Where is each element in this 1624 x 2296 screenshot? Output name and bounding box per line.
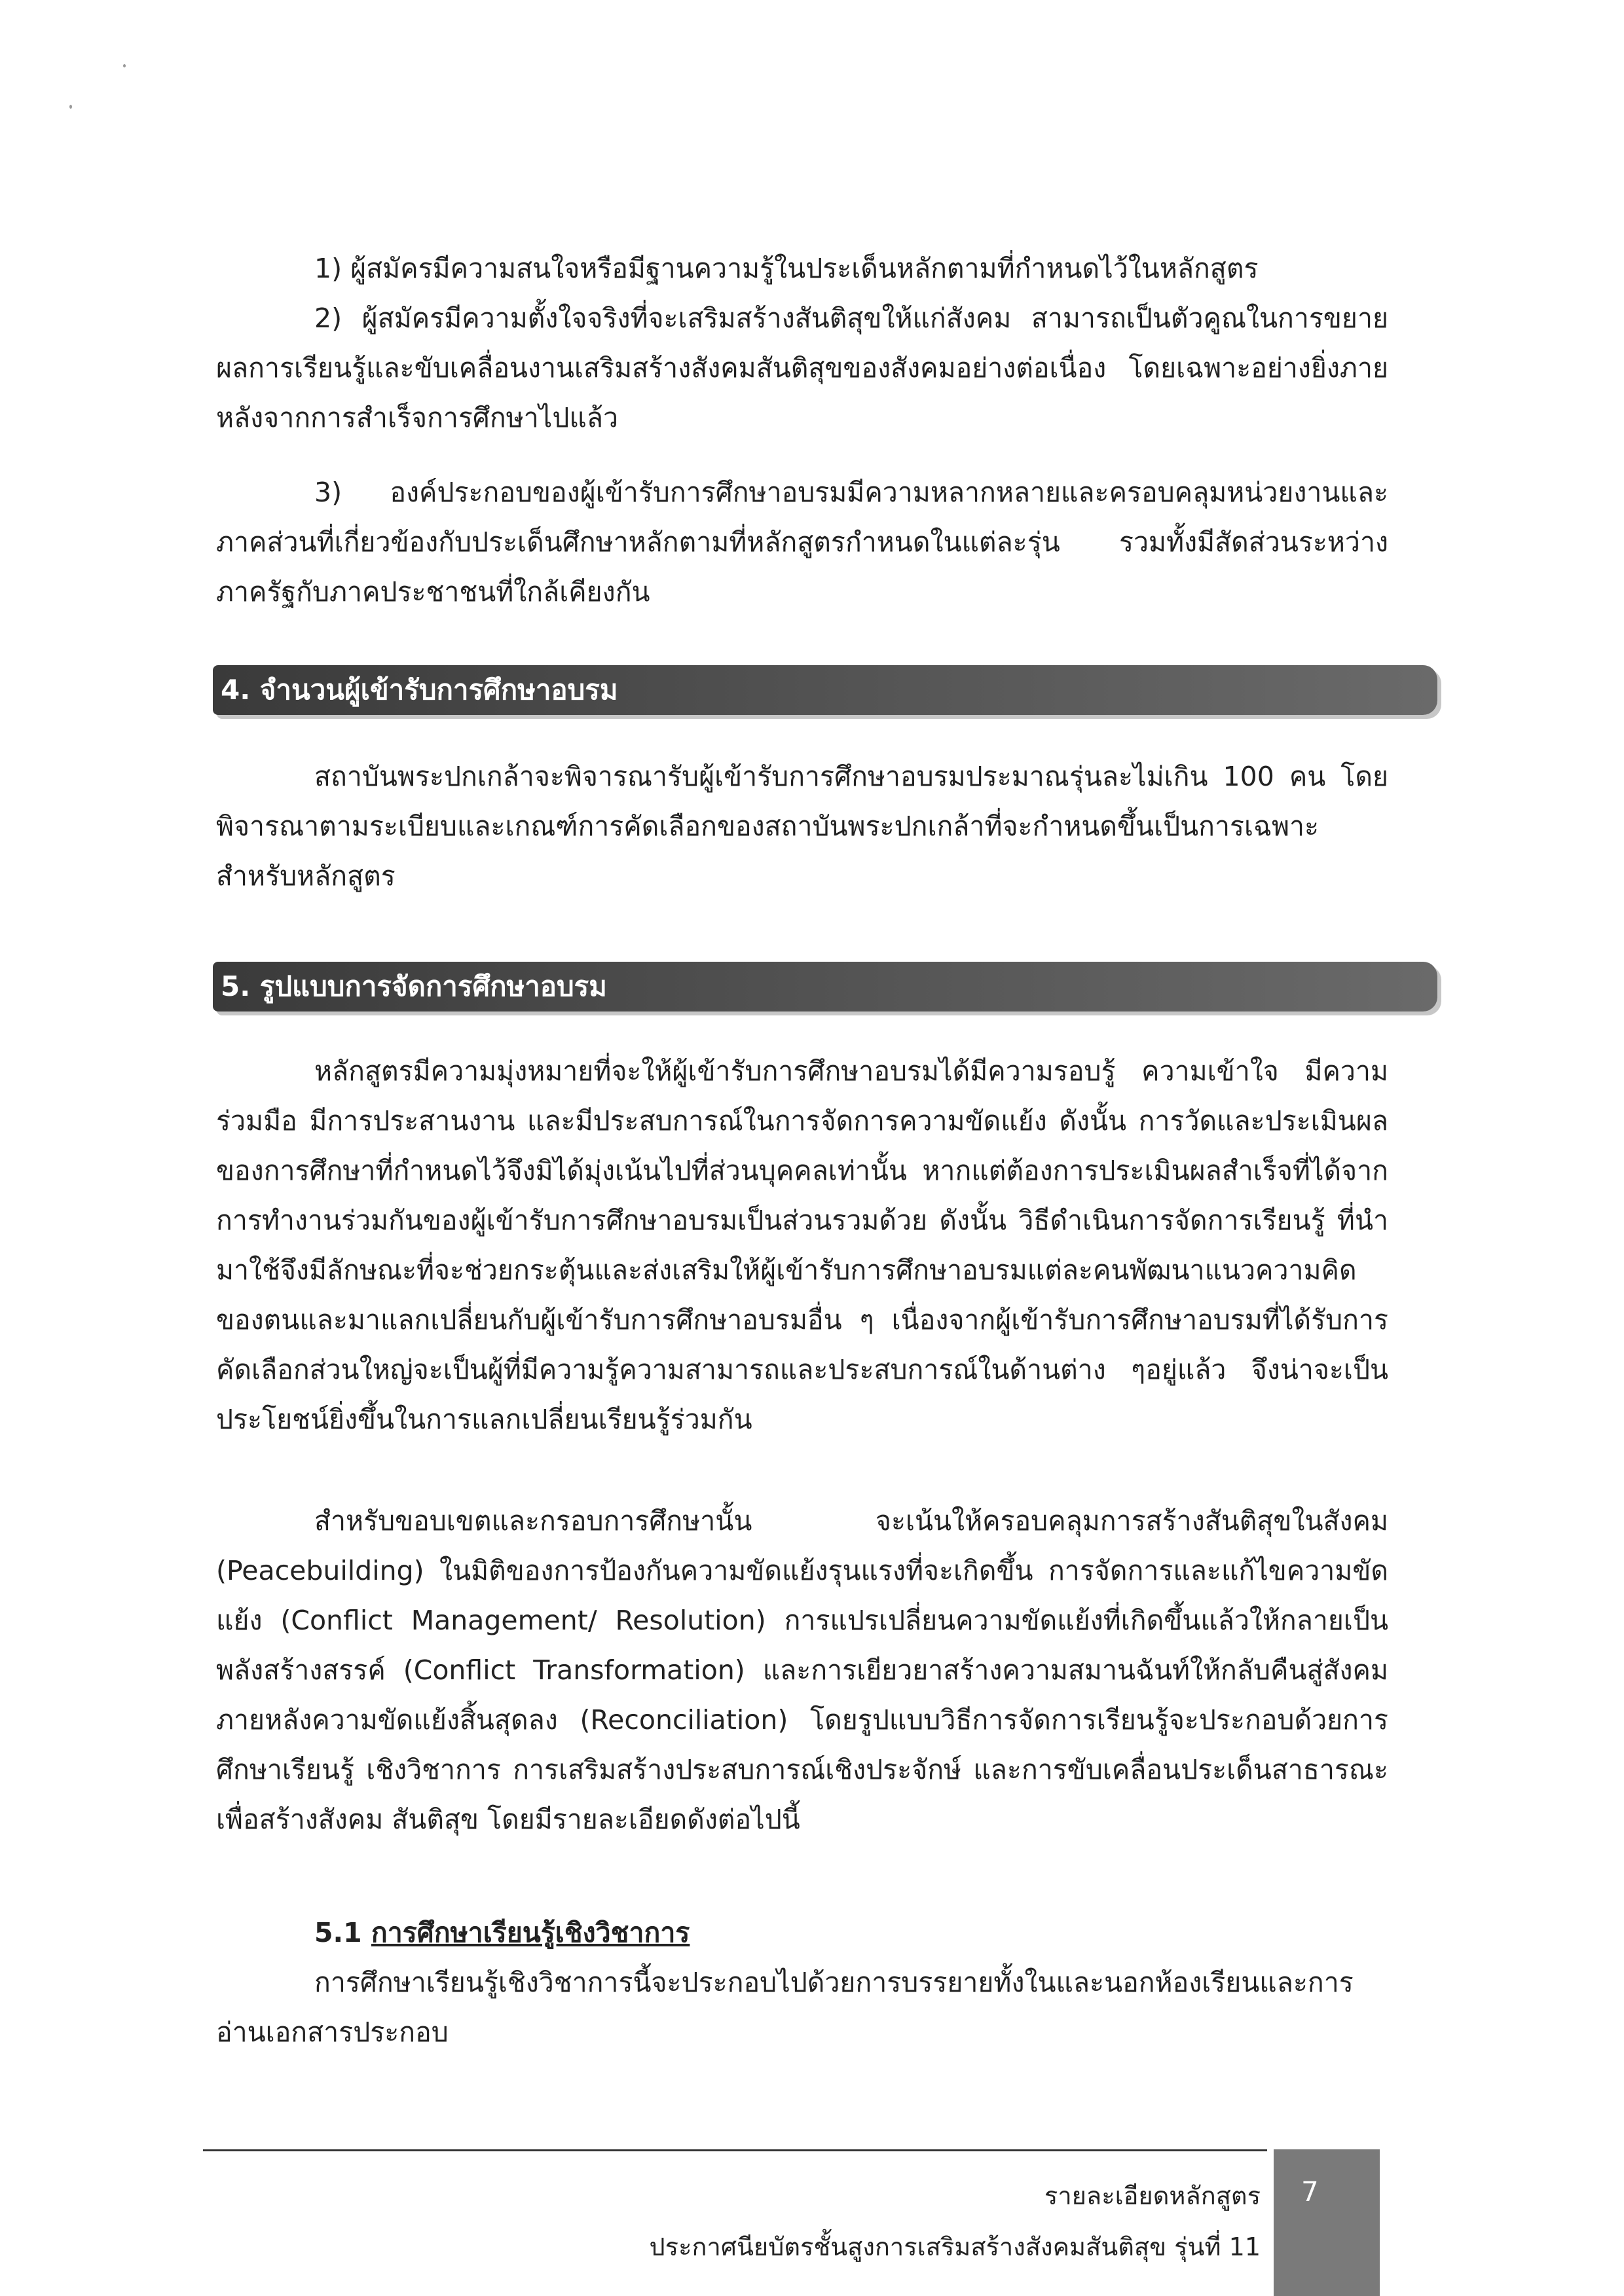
footer-rule [203, 2149, 1267, 2151]
section-4-heading: 4. จำนวนผู้เข้ารับการศึกษาอบรม [213, 665, 1437, 715]
page-number-box [1274, 2149, 1380, 2296]
subsection-number: 5.1 [314, 1917, 362, 1948]
section-5-paragraph-1: หลักสูตรมีความมุ่งหมายที่จะให้ผู้เข้ารับการศึกษาอบรมได้มีความรอบรู้ ความเข้าใจ มีความร่วมมือ มีการประสานงาน และมีประสบการณ์ในการจัดการความขัดแย้ง ดังนั้น การวัดและประเมินผลของการศึกษาที่กำหนดไว้จึงมิได้มุ่งเน้นไปที่ส่วนบุคคลเท่านั้น หากแต่ต้องการประเมินผลสำเร็จที่ได้จากการทำงานร่วมกันของผู้เข้ารับการศึกษาอบรมเป็นส่วนรวมด้วย ดังนั้น วิธีดำเนินการจัดการเรียนรู้ ที่นำมาใช้จึงมีลักษณะที่จะช่วยกระตุ้นและส่งเสริมให้ผู้เข้ารับการศึกษาอบรมแต่ละคนพัฒนาแนวความคิดของตนและมาแลกเปลี่ยนกับผู้เข้ารับการศึกษาอบรมอื่น ๆ เนื่องจากผู้เข้ารับการศึกษาอบรมที่ได้รับการคัดเลือกส่วนใหญ่จะเป็นผู้ที่มีความรู้ความสามารถและประสบการณ์ในด้านต่าง ๆอยู่แล้ว จึงน่าจะเป็นประโยชน์ยิ่งขึ้นในการแลกเปลี่ยนเรียนรู้ร่วมกัน [216, 1055, 1388, 1435]
criteria-item-1: 1) ผู้สมัครมีความสนใจหรือมีฐานความรู้ในประเด็นหลักตามที่กำหนดไว้ในหลักสูตร [314, 253, 1259, 284]
subsection-5-1-heading [314, 1908, 690, 1958]
subsection-5-1-body: การศึกษาเรียนรู้เชิงวิชาการนี้จะประกอบไปด้วยการบรรยายทั้งในและนอกห้องเรียนและการอ่านเอกสารประกอบ [216, 1967, 1354, 2048]
section-5-heading: 5. รูปแบบการจัดการศึกษาอบรม [213, 962, 1437, 1011]
section-5-paragraph-2: สำหรับขอบเขตและกรอบการศึกษานั้น จะเน้นให้ครอบคลุมการสร้างสันติสุขในสังคม (Peacebuilding) ในมิติของการป้องกันความขัดแย้งรุนแรงที่จะเกิดขึ้น การจัดการและแก้ไขความขัดแย้ง (Conflict Management/ Resolution) การแปรเปลี่ยนความขัดแย้งที่เกิดขึ้นแล้วให้กลายเป็นพลังสร้างสรรค์ (Conflict Transformation) และการเยียวยาสร้างความสมานฉันท์ให้กลับคืนสู่สังคมภายหลังความขัดแย้งสิ้นสุดลง (Reconciliation) โดยรูปแบบวิธีการจัดการเรียนรู้จะประกอบด้วยการศึกษาเรียนรู้ เชิงวิชาการ การเสริมสร้างประสบการณ์เชิงประจักษ์ และการขับเคลื่อนประเด็นสาธารณะเพื่อสร้างสังคม สันติสุข โดยมีรายละเอียดดังต่อไปนี้ [216, 1505, 1388, 1835]
footer-course-details: รายละเอียดหลักสูตร [1044, 2181, 1261, 2210]
criteria-item-3: 3) องค์ประกอบของผู้เข้ารับการศึกษาอบรมมีความหลากหลายและครอบคลุมหน่วยงานและภาคส่วนที่เกี่ยวข้องกับประเด็นศึกษาหลักตามที่หลักสูตรกำหนดในแต่ละรุ่น รวมทั้งมีสัดส่วนระหว่างภาครัฐกับภาคประชาชนที่ใกล้เคียงกัน [216, 477, 1388, 608]
scan-speck [69, 105, 72, 109]
subsection-title: การศึกษาเรียนรู้เชิงวิชาการ [371, 1917, 690, 1948]
page-number: 7 [1301, 2176, 1319, 2208]
footer-course-name: ประกาศนียบัตรชั้นสูงการเสริมสร้างสังคมสันติสุข รุ่นที่ 11 [649, 2232, 1261, 2261]
scan-speck [123, 64, 126, 67]
criteria-item-2: 2) ผู้สมัครมีความตั้งใจจริงที่จะเสริมสร้างสันติสุขให้แก่สังคม สามารถเป็นตัวคูณในการขยายผลการเรียนรู้และขับเคลื่อนงานเสริมสร้างสังคมสันติสุขของสังคมอย่างต่อเนื่อง โดยเฉพาะอย่างยิ่งภายหลังจากการสำเร็จการศึกษาไปแล้ว [216, 302, 1388, 433]
section-4-body: สถาบันพระปกเกล้าจะพิจารณารับผู้เข้ารับการศึกษาอบรมประมาณรุ่นละไม่เกิน 100 คน โดยพิจารณาตามระเบียบและเกณฑ์การคัดเลือกของสถาบันพระปกเกล้าที่จะกำหนดขึ้นเป็นการเฉพาะสำหรับหลักสูตร [216, 761, 1388, 892]
